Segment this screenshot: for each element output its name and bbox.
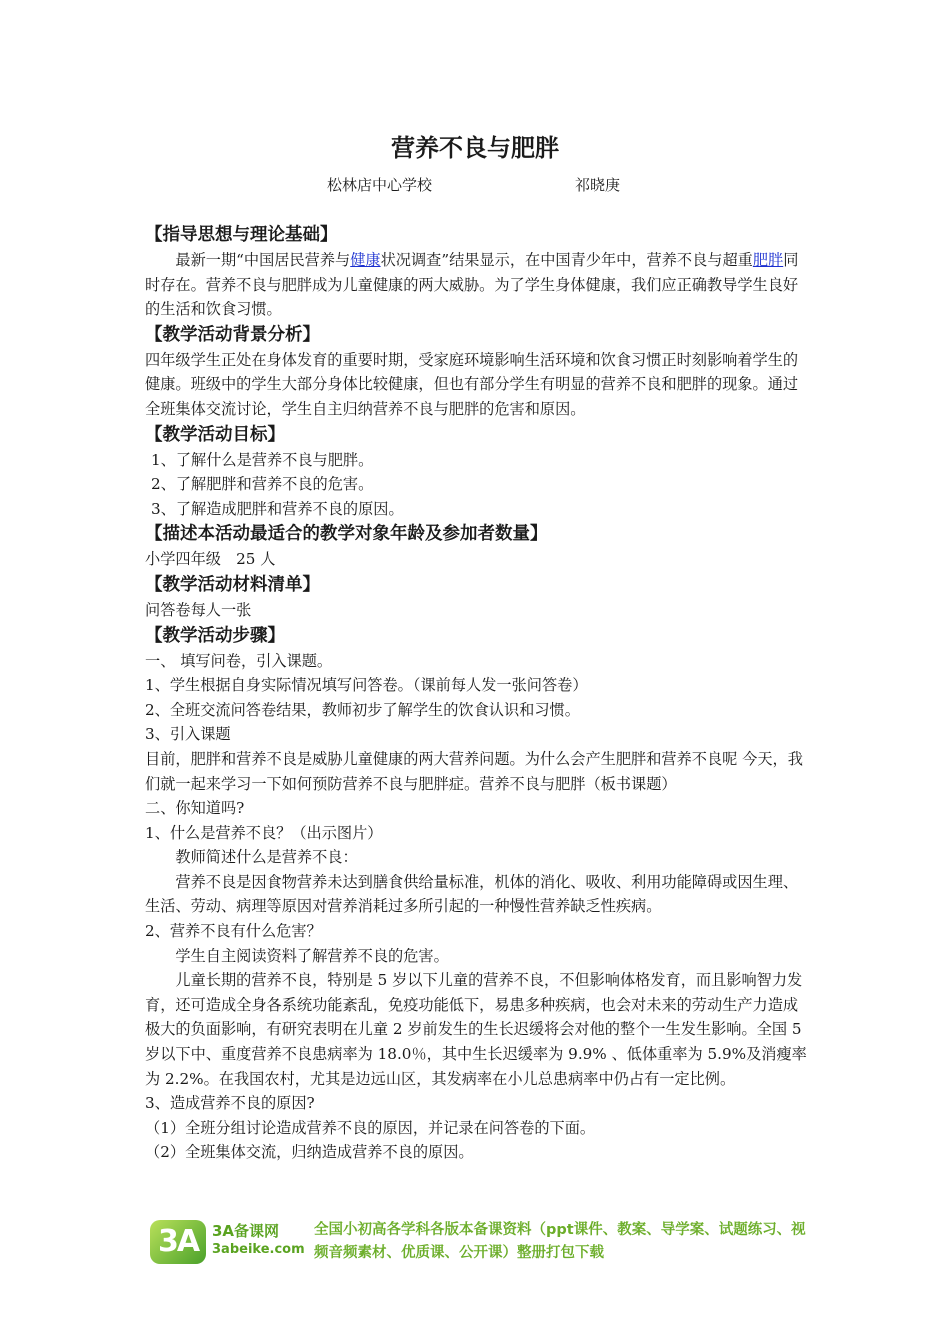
guide-text-3: 同时存在。营养不良与肥胖成为儿童健康的两大威胁。为了学生身体健康，我们应正确教导学生良好的生活和饮食习惯。 bbox=[145, 251, 799, 319]
document-title: 营养不良与肥胖 bbox=[391, 133, 559, 162]
section-heading-guide: 【指导思想与理论基础】 bbox=[145, 225, 338, 245]
materials-text: 问答卷每人一张 bbox=[145, 600, 252, 619]
teacher-intro: 教师简述什么是营养不良： bbox=[175, 848, 358, 867]
step-line: 3、引入课题 bbox=[145, 725, 231, 744]
section-heading-background: 【教学活动背景分析】 bbox=[145, 324, 320, 345]
section-heading-goals: 【教学活动目标】 bbox=[145, 424, 285, 445]
section-heading-steps: 【教学活动步骤】 bbox=[145, 625, 285, 646]
site-logo[interactable] bbox=[150, 1218, 305, 1266]
link-obesity[interactable]: 肥胖 bbox=[752, 251, 784, 269]
step-line: 一、 填写问卷，引入课题。 bbox=[145, 651, 333, 670]
goal-item: 3、了解造成肥胖和营养不良的原因。 bbox=[151, 499, 404, 518]
logo-mark-icon bbox=[150, 1220, 206, 1264]
reading-instruction: 学生自主阅读资料了解营养不良的危害。 bbox=[175, 946, 449, 965]
step-line: 1、什么是营养不良？（出示图片） bbox=[145, 823, 383, 842]
goal-item: 1、了解什么是营养不良与肥胖。 bbox=[151, 450, 374, 469]
guide-text-2: 状况调查”结果显示，在中国青少年中，营养不良与超重 bbox=[380, 251, 753, 269]
footer-banner bbox=[150, 1218, 810, 1268]
section-heading-audience: 【描述本活动最适合的教学对象年龄及参加者数量】 bbox=[145, 524, 548, 545]
causes-step-1: （1）全班分组讨论造成营养不良的原因，并记录在问答卷的下面。 bbox=[145, 1118, 596, 1137]
school-name: 松林店中心学校 bbox=[327, 176, 433, 194]
document-body bbox=[145, 222, 810, 1165]
logo-site-name: 3A备课网 bbox=[212, 1222, 280, 1240]
harm-paragraph: 儿童长期的营养不良，特别是 5 岁以下儿童的营养不良，不但影响体格发育，而且影响智力发育，还可造成全身各系统功能紊乱，免疫功能低下，易患多种疾病，也会对未来的劳动生产力造成极大的负面影响，有研究表明在儿童 2 岁前发生的生长迟缓将会对他的整个一生发生影响。全国 5 岁以下中、重度营养不良患病率为 18.0％，其中生长迟缓率为 9.9% 、低体重率为 5.9%及消瘦率为 2.2%。在我国农村，尤其是边远山区，其发病率在小儿总患病率中仍占有一定比例。 bbox=[145, 971, 807, 1088]
logo-site-url: 3abeike.com bbox=[212, 1242, 305, 1257]
audience-text: 小学四年级 25 人 bbox=[145, 550, 276, 569]
footer-tagline: 全国小初高各学科各版本备课资料（ppt课件、教案、导学案、试题练习、视频音频素材、优质课、公开课）整册打包下载 bbox=[314, 1222, 806, 1261]
step-line: 2、全班交流问答卷结果，教师初步了解学生的饮食认识和习惯。 bbox=[145, 700, 580, 719]
step-line: 1、学生根据自身实际情况填写问答卷。（课前每人发一张问答卷） bbox=[145, 676, 588, 695]
guide-text-1: 最新一期“中国居民营养与 bbox=[175, 251, 351, 269]
guide-paragraph bbox=[145, 248, 810, 322]
definition-paragraph: 营养不良是因食物营养未达到膳食供给量标准，机体的消化、吸收、利用功能障碍或因生理、生活、劳动、病理等原因对营养消耗过多所引起的一种慢性营养缺乏性疾病。 bbox=[145, 872, 799, 916]
background-paragraph: 四年级学生正处在身体发育的重要时期，受家庭环境影响生活环境和饮食习惯正时刻影响着学生的健康。班级中的学生大部分身体比较健康，但也有部分学生有明显的营养不良和肥胖的现象。通过全班集体交流讨论，学生自主归纳营养不良与肥胖的危害和原因。 bbox=[145, 350, 799, 418]
logo-mark-text: 3A bbox=[157, 1224, 199, 1259]
question-causes: 3、造成营养不良的原因? bbox=[145, 1094, 315, 1113]
step-line: 目前，肥胖和营养不良是威胁儿童健康的两大营养问题。为什么会产生肥胖和营养不良呢 今天，我们就一起来学习一下如何预防营养不良与肥胖症。营养不良与肥胖（板书课题） bbox=[145, 749, 803, 793]
goal-item: 2、了解肥胖和营养不良的危害。 bbox=[151, 475, 374, 494]
section-heading-materials: 【教学活动材料清单】 bbox=[145, 574, 320, 595]
link-health[interactable]: 健康 bbox=[350, 251, 381, 269]
question-harm: 2、营养不良有什么危害？ bbox=[145, 922, 322, 941]
step-line: 二、你知道吗? bbox=[145, 799, 245, 818]
author-name: 祁晓庚 bbox=[575, 176, 621, 194]
causes-step-2: （2）全班集体交流，归纳造成营养不良的原因。 bbox=[145, 1143, 474, 1162]
